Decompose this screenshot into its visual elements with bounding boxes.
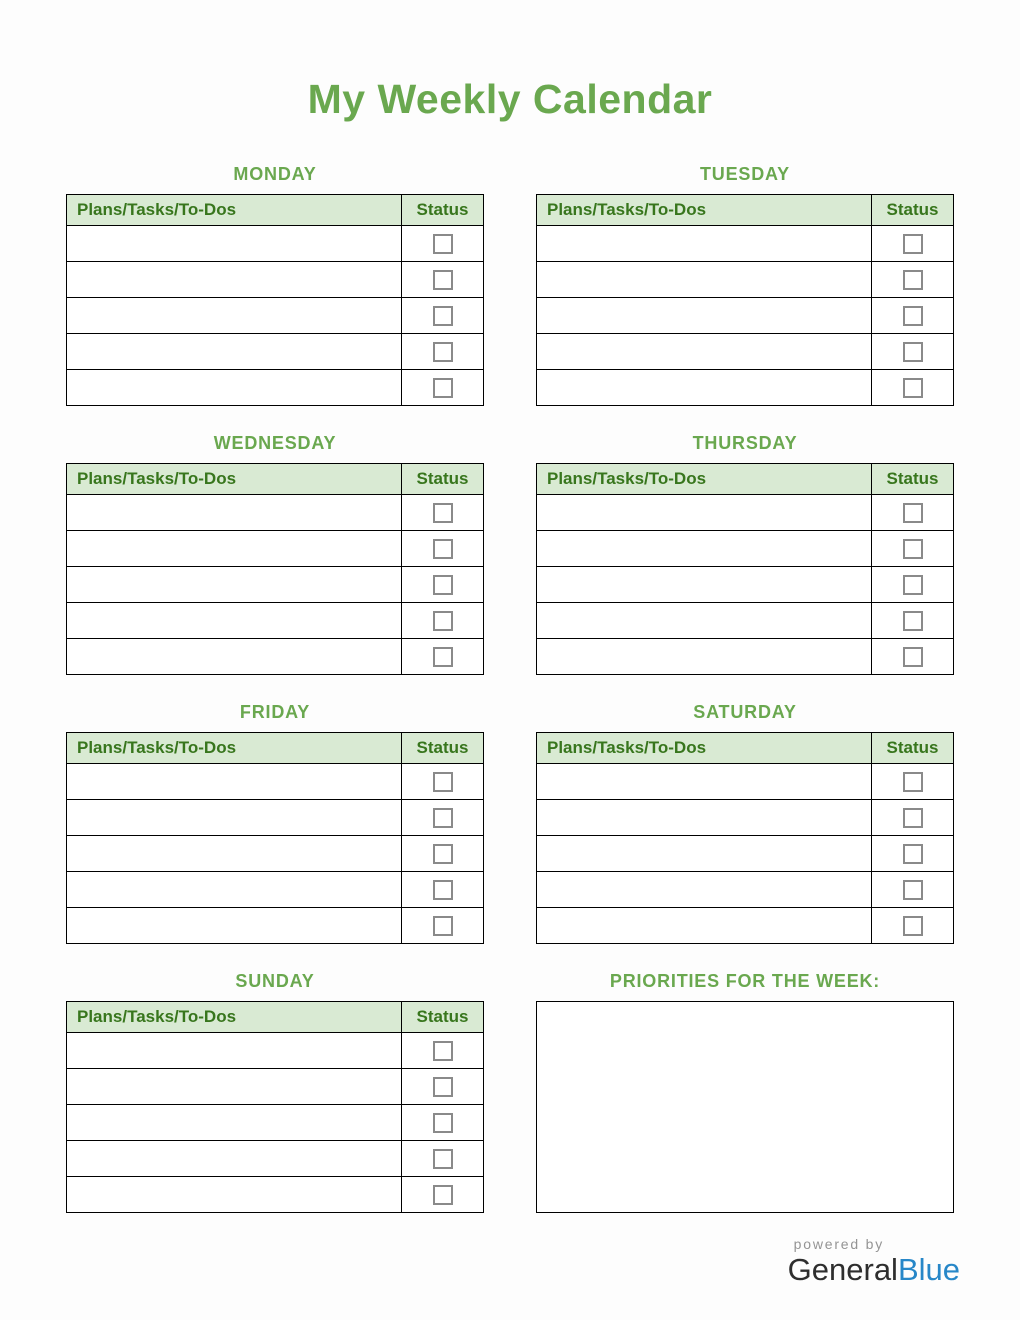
task-entry-cell[interactable]: [67, 262, 401, 297]
table-header-row: [537, 464, 953, 494]
task-entry-cell[interactable]: [67, 872, 401, 907]
task-entry-cell[interactable]: [67, 334, 401, 369]
status-cell: [401, 764, 483, 799]
powered-by-label: powered by: [793, 1236, 885, 1252]
status-checkbox[interactable]: [903, 575, 923, 595]
task-row: [537, 602, 953, 638]
status-checkbox[interactable]: [903, 270, 923, 290]
day-section-friday: [66, 703, 484, 944]
tasks-column-header: Plans/Tasks/To-Dos: [547, 200, 707, 219]
task-row: [537, 763, 953, 799]
task-entry-cell[interactable]: [537, 639, 871, 674]
status-cell: [401, 370, 483, 405]
status-checkbox[interactable]: [433, 270, 453, 290]
task-entry-cell[interactable]: [67, 1033, 401, 1068]
task-entry-cell[interactable]: [67, 495, 401, 530]
status-cell: [401, 1033, 483, 1068]
task-row: [67, 1176, 483, 1212]
status-cell: [401, 495, 483, 530]
status-cell: [401, 334, 483, 369]
status-checkbox[interactable]: [433, 611, 453, 631]
status-cell: [871, 567, 953, 602]
status-column-header: Status: [871, 195, 953, 225]
day-table-monday: [66, 194, 484, 406]
status-cell: [401, 262, 483, 297]
status-checkbox[interactable]: [903, 539, 923, 559]
status-cell: [871, 836, 953, 871]
task-entry-cell[interactable]: [537, 370, 871, 405]
task-row: [67, 835, 483, 871]
day-table-wednesday: [66, 463, 484, 675]
task-row: [67, 494, 483, 530]
status-checkbox[interactable]: [433, 503, 453, 523]
day-title-tuesday: TUESDAY: [700, 164, 790, 184]
status-checkbox[interactable]: [433, 306, 453, 326]
task-row: [537, 494, 953, 530]
status-checkbox[interactable]: [903, 880, 923, 900]
task-entry-cell[interactable]: [67, 1141, 401, 1176]
status-checkbox[interactable]: [433, 916, 453, 936]
status-cell: [871, 495, 953, 530]
status-cell: [871, 603, 953, 638]
task-row: [67, 907, 483, 943]
priorities-title: PRIORITIES FOR THE WEEK:: [609, 971, 881, 991]
status-checkbox[interactable]: [433, 647, 453, 667]
status-checkbox[interactable]: [433, 342, 453, 362]
day-table-friday: [66, 732, 484, 944]
task-entry-cell[interactable]: [67, 298, 401, 333]
tasks-column-header: Plans/Tasks/To-Dos: [77, 200, 237, 219]
status-cell: [871, 800, 953, 835]
footer-brand: [788, 1236, 960, 1287]
status-checkbox[interactable]: [903, 306, 923, 326]
status-column-header: Status: [401, 733, 483, 763]
task-row: [67, 638, 483, 674]
day-section-monday: [66, 165, 484, 406]
status-cell: [871, 370, 953, 405]
task-row: [537, 566, 953, 602]
day-title-thursday: THURSDAY: [692, 433, 798, 453]
task-row: [537, 261, 953, 297]
status-cell: [871, 639, 953, 674]
task-row: [537, 638, 953, 674]
task-entry-cell[interactable]: [537, 298, 871, 333]
page-title: My Weekly Calendar: [307, 76, 713, 122]
status-checkbox[interactable]: [433, 1041, 453, 1061]
task-entry-cell[interactable]: [67, 603, 401, 638]
day-section-saturday: [536, 703, 954, 944]
task-entry-cell[interactable]: [67, 800, 401, 835]
task-row: [67, 225, 483, 261]
task-entry-cell[interactable]: [67, 531, 401, 566]
task-row: [67, 530, 483, 566]
status-cell: [401, 603, 483, 638]
task-row: [67, 1104, 483, 1140]
day-title-wednesday: WEDNESDAY: [213, 433, 337, 453]
day-title-friday: FRIDAY: [239, 702, 311, 722]
table-header-row: [67, 195, 483, 225]
task-entry-cell[interactable]: [67, 226, 401, 261]
status-checkbox[interactable]: [903, 647, 923, 667]
day-table-sunday: [66, 1001, 484, 1213]
status-column-header: Status: [871, 733, 953, 763]
status-column-header: Status: [401, 1002, 483, 1032]
task-row: [67, 602, 483, 638]
status-cell: [401, 531, 483, 566]
day-title-sunday: SUNDAY: [235, 971, 315, 991]
status-checkbox[interactable]: [903, 916, 923, 936]
status-cell: [401, 1069, 483, 1104]
task-row: [67, 261, 483, 297]
task-entry-cell[interactable]: [537, 908, 871, 943]
task-entry-cell[interactable]: [537, 764, 871, 799]
day-title-monday: MONDAY: [233, 164, 317, 184]
task-row: [67, 297, 483, 333]
status-cell: [401, 872, 483, 907]
task-row: [67, 871, 483, 907]
status-checkbox[interactable]: [433, 378, 453, 398]
status-checkbox[interactable]: [903, 611, 923, 631]
task-row: [67, 369, 483, 405]
status-column-header: Status: [401, 195, 483, 225]
day-section-wednesday: [66, 434, 484, 675]
task-row: [537, 369, 953, 405]
status-cell: [871, 298, 953, 333]
task-row: [67, 1140, 483, 1176]
status-cell: [401, 1105, 483, 1140]
priorities-section: [536, 972, 954, 1213]
task-entry-cell[interactable]: [537, 226, 871, 261]
priorities-box[interactable]: [536, 1001, 954, 1213]
task-row: [537, 871, 953, 907]
task-row: [67, 763, 483, 799]
table-header-row: [67, 1002, 483, 1032]
task-entry-cell[interactable]: [537, 800, 871, 835]
task-entry-cell[interactable]: [537, 836, 871, 871]
status-cell: [401, 226, 483, 261]
status-checkbox[interactable]: [433, 575, 453, 595]
status-checkbox[interactable]: [903, 378, 923, 398]
task-entry-cell[interactable]: [67, 764, 401, 799]
task-entry-cell[interactable]: [67, 836, 401, 871]
task-row: [67, 1032, 483, 1068]
tasks-column-header: Plans/Tasks/To-Dos: [77, 1007, 237, 1026]
status-column-header: Status: [871, 464, 953, 494]
status-checkbox[interactable]: [433, 234, 453, 254]
task-entry-cell[interactable]: [537, 531, 871, 566]
status-cell: [871, 872, 953, 907]
status-cell: [401, 800, 483, 835]
day-section-sunday: [66, 972, 484, 1213]
status-checkbox[interactable]: [903, 808, 923, 828]
task-entry-cell[interactable]: [537, 334, 871, 369]
status-cell: [871, 764, 953, 799]
task-row: [67, 799, 483, 835]
day-table-thursday: [536, 463, 954, 675]
status-checkbox[interactable]: [433, 808, 453, 828]
table-header-row: [537, 733, 953, 763]
task-entry-cell[interactable]: [537, 262, 871, 297]
tasks-column-header: Plans/Tasks/To-Dos: [77, 738, 237, 757]
status-cell: [871, 262, 953, 297]
calendar-grid: [66, 165, 954, 1213]
generalblue-logo: [788, 1253, 960, 1287]
status-column-header: Status: [401, 464, 483, 494]
table-header-row: [67, 733, 483, 763]
status-checkbox[interactable]: [433, 844, 453, 864]
day-title-saturday: SATURDAY: [693, 702, 797, 722]
status-checkbox[interactable]: [903, 844, 923, 864]
status-cell: [401, 836, 483, 871]
task-entry-cell[interactable]: [67, 567, 401, 602]
brand-general-text: General: [787, 1252, 898, 1287]
task-row: [537, 333, 953, 369]
status-checkbox[interactable]: [433, 1113, 453, 1133]
task-entry-cell[interactable]: [67, 1177, 401, 1212]
status-checkbox[interactable]: [903, 772, 923, 792]
status-cell: [871, 531, 953, 566]
status-cell: [401, 1177, 483, 1212]
status-checkbox[interactable]: [433, 539, 453, 559]
task-entry-cell[interactable]: [537, 567, 871, 602]
table-header-row: [537, 195, 953, 225]
task-row: [537, 530, 953, 566]
tasks-column-header: Plans/Tasks/To-Dos: [547, 738, 707, 757]
task-entry-cell[interactable]: [67, 908, 401, 943]
task-row: [537, 835, 953, 871]
task-entry-cell[interactable]: [537, 603, 871, 638]
task-entry-cell[interactable]: [67, 370, 401, 405]
status-cell: [401, 908, 483, 943]
task-entry-cell[interactable]: [67, 1105, 401, 1140]
status-checkbox[interactable]: [903, 503, 923, 523]
status-cell: [401, 1141, 483, 1176]
task-row: [537, 297, 953, 333]
tasks-column-header: Plans/Tasks/To-Dos: [77, 469, 237, 488]
status-cell: [401, 639, 483, 674]
task-row: [537, 907, 953, 943]
status-checkbox[interactable]: [433, 1077, 453, 1097]
task-entry-cell[interactable]: [67, 1069, 401, 1104]
task-row: [537, 225, 953, 261]
status-checkbox[interactable]: [903, 342, 923, 362]
status-checkbox[interactable]: [433, 772, 453, 792]
task-row: [67, 333, 483, 369]
task-entry-cell[interactable]: [67, 639, 401, 674]
status-checkbox[interactable]: [903, 234, 923, 254]
day-section-thursday: [536, 434, 954, 675]
day-table-tuesday: [536, 194, 954, 406]
status-cell: [401, 567, 483, 602]
status-cell: [871, 226, 953, 261]
status-cell: [871, 908, 953, 943]
status-cell: [871, 334, 953, 369]
table-header-row: [67, 464, 483, 494]
status-cell: [401, 298, 483, 333]
tasks-column-header: Plans/Tasks/To-Dos: [547, 469, 707, 488]
status-checkbox[interactable]: [433, 1149, 453, 1169]
brand-blue-text: Blue: [897, 1252, 960, 1287]
task-row: [67, 1068, 483, 1104]
task-entry-cell[interactable]: [537, 872, 871, 907]
status-checkbox[interactable]: [433, 880, 453, 900]
day-table-saturday: [536, 732, 954, 944]
task-row: [537, 799, 953, 835]
status-checkbox[interactable]: [433, 1185, 453, 1205]
task-row: [67, 566, 483, 602]
task-entry-cell[interactable]: [537, 495, 871, 530]
day-section-tuesday: [536, 165, 954, 406]
